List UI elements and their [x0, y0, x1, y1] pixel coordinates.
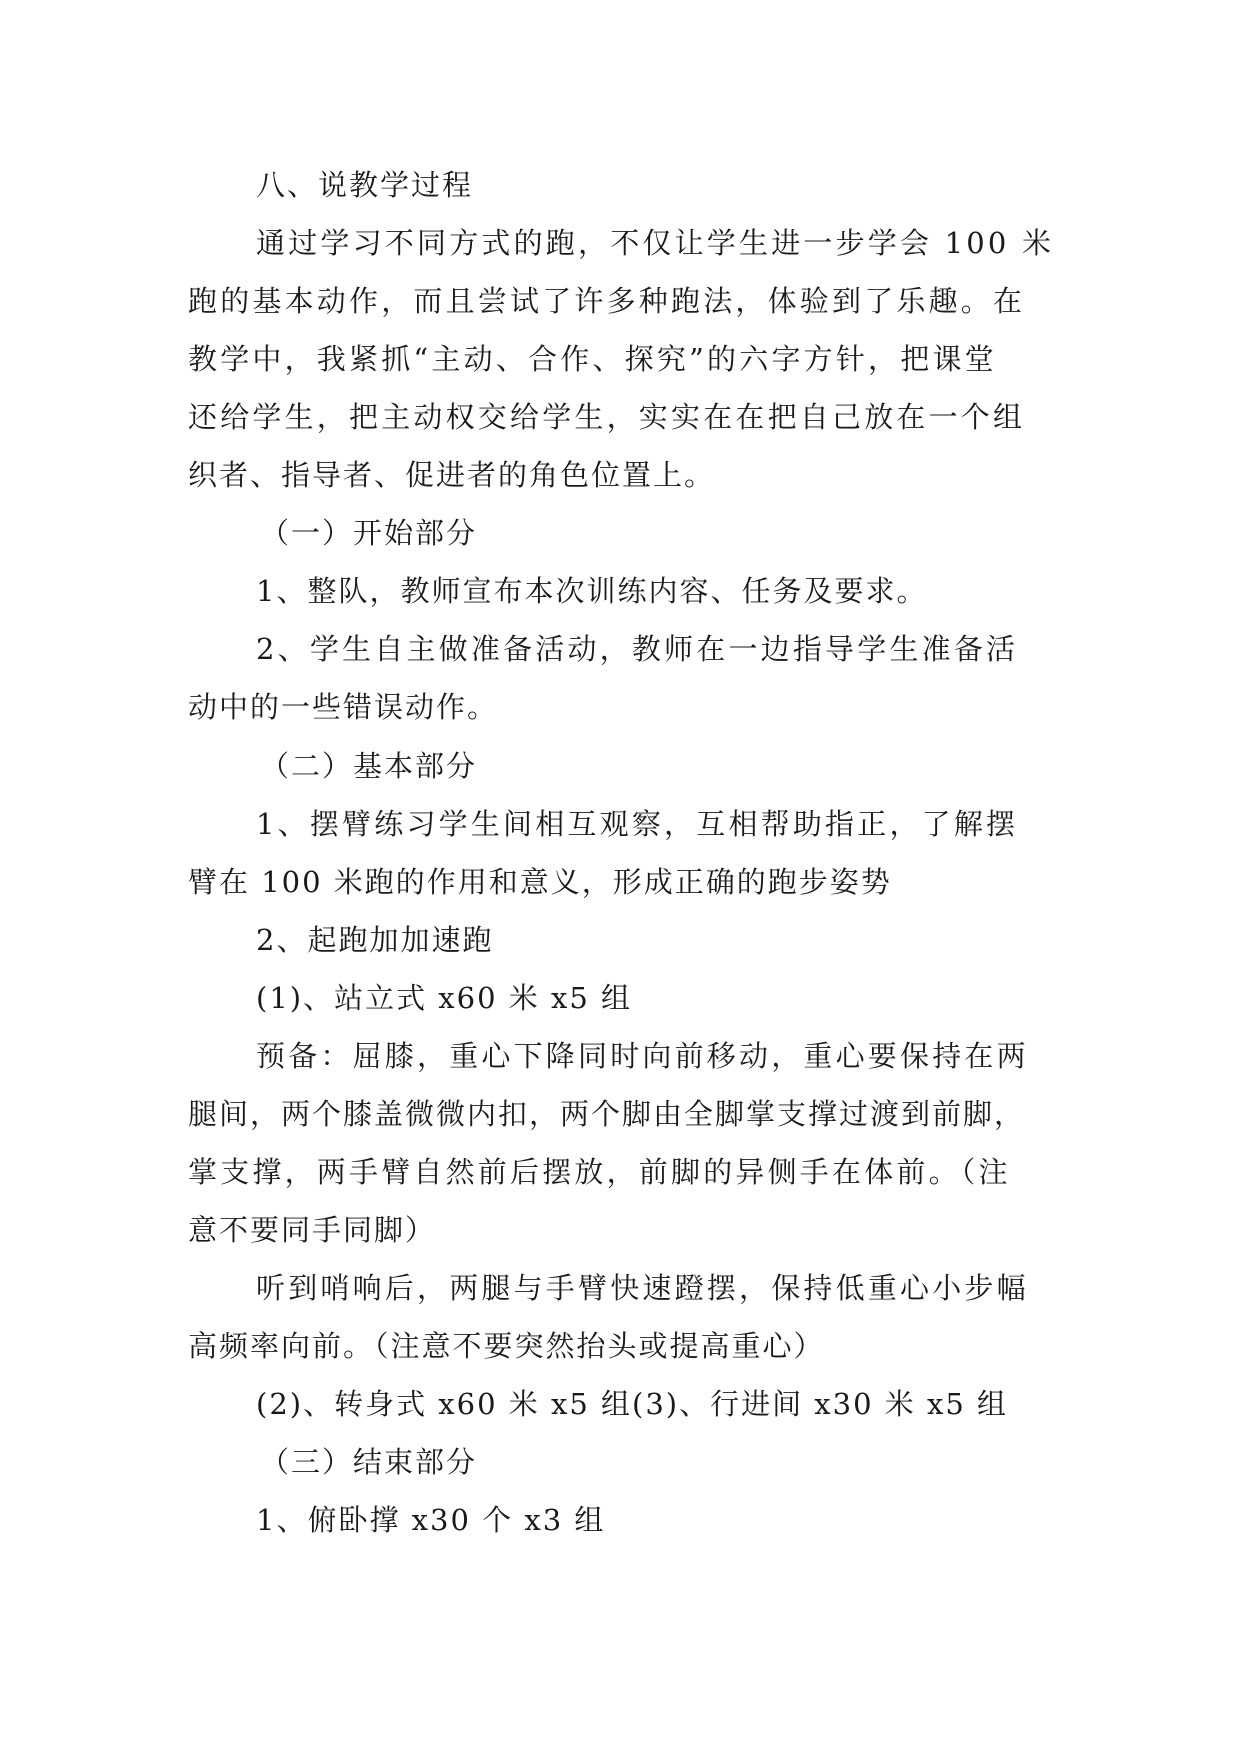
paragraph-line: 高频率向前。（注意不要突然抬头或提高重心）	[188, 1329, 825, 1363]
paragraph-line: 还给学生，把主动权交给学生，实实在在把自己放在一个组	[188, 400, 1026, 434]
list-item: (1)、站立式 x60 米 x5 组	[256, 981, 633, 1015]
paragraph-line: 动中的一些错误动作。	[188, 690, 499, 724]
list-item: 1、俯卧撑 x30 个 x3 组	[256, 1503, 606, 1537]
subsection-heading: （三）结束部分	[260, 1445, 478, 1479]
list-item: 1、整队，教师宣布本次训练内容、任务及要求。	[256, 574, 928, 608]
paragraph-line: 意不要同手同脚）	[188, 1213, 437, 1247]
paragraph-line: 教学中，我紧抓“主动、合作、探究”的六字方针，把课堂	[188, 342, 997, 376]
paragraph-line: 腿间，两个膝盖微微内扣，两个脚由全脚掌支撑过渡到前脚，	[188, 1097, 1026, 1131]
paragraph-line: 跑的基本动作，而且尝试了许多种跑法，体验到了乐趣。在	[188, 284, 1026, 318]
paragraph-line: 织者、指导者、促进者的角色位置上。	[188, 458, 716, 492]
list-item: 2、学生自主做准备活动，教师在一边指导学生准备活	[256, 632, 1019, 666]
paragraph-line: 预备：屈膝，重心下降同时向前移动，重心要保持在两	[256, 1039, 1029, 1073]
list-item: 1、摆臂练习学生间相互观察，互相帮助指正，了解摆	[256, 807, 1019, 841]
paragraph-line: 臂在 100 米跑的作用和意义，形成正确的跑步姿势	[188, 865, 892, 899]
section-heading: 八、说教学过程	[256, 168, 474, 202]
subsection-heading: （二）基本部分	[260, 749, 478, 783]
list-item: 2、起跑加加速跑	[256, 923, 494, 957]
list-item: (2)、转身式 x60 米 x5 组(3)、行进间 x30 米 x5 组	[256, 1387, 1009, 1421]
paragraph-line: 掌支撑，两手臂自然前后摆放，前脚的异侧手在体前。（注	[188, 1155, 1011, 1189]
subsection-heading: （一）开始部分	[260, 516, 478, 550]
paragraph-line: 通过学习不同方式的跑，不仅让学生进一步学会 100 米	[256, 226, 1055, 260]
paragraph-line: 听到哨响后，两腿与手臂快速蹬摆，保持低重心小步幅	[256, 1271, 1029, 1305]
